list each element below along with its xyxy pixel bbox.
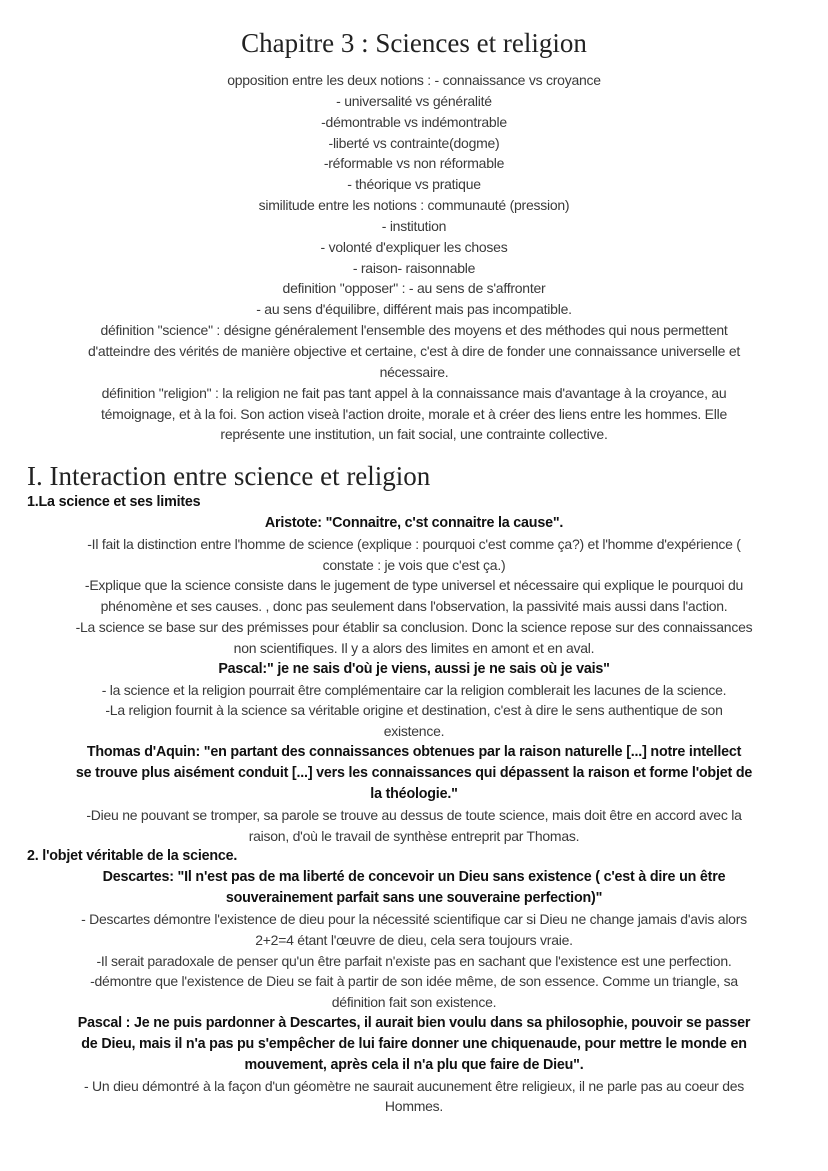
quote-line: se trouve plus aisément conduit [...] vers les connaissances qui dépassent la raison et forme l'objet de [75,764,753,781]
quote-line: mouvement, après cela il n'a plu que faire de Dieu". [244,1056,584,1073]
text-line: -Dieu ne pouvant se tromper, sa parole se trouve au dessus de toute science, mais doit être en accord avec la [86,806,742,823]
text-line: -Il serait paradoxale de penser qu'un être parfait n'existe pas en sachant que l'existence est une perfection. [96,952,732,969]
subsection-heading: 2. l'objet véritable de la science. [27,848,238,865]
intro-line: opposition entre les deux notions : - connaissance vs croyance [227,72,601,88]
quote-line: Pascal:" je ne sais d'où je viens, aussi je ne sais où je vais" [218,660,610,677]
text-line: -démontre que l'existence de Dieu se fait à partir de son idée même, de son essence. Comme un triangle, sa [90,973,738,990]
quote-line: souverainement parfait sans une souveraine perfection)" [225,890,603,907]
intro-line: définition "science" : désigne généralement l'ensemble des moyens et des méthodes qui nous permettent [100,322,728,339]
intro-line: - institution [381,217,447,234]
intro-line: - au sens d'équilibre, différent mais pas incompatible. [256,301,572,318]
quote-line: Pascal : Je ne puis pardonner à Descartes, il aurait bien voulu dans sa philosophie, pouvoir se passer [77,1015,751,1032]
text-line: - Descartes démontre l'existence de dieu pour la nécessité scientifique car si Dieu ne change jamais d'avis alors [81,910,747,927]
intro-line: nécessaire. [379,363,449,380]
intro-line: definition "opposer" : - au sens de s'affronter [282,280,546,297]
intro-line: -réformable vs non réformable [323,155,505,172]
intro-line: représente une institution, un fait social, une contrainte collective. [220,426,608,443]
text-line: raison, d'où le travail de synthèse entreprit par Thomas. [248,827,580,844]
text-line: - Un dieu démontré à la façon d'un géomètre ne saurait aucunement être religieux, il ne parle pas au coeur des [83,1077,745,1094]
section-heading: I. Interaction entre science et religion [27,461,431,491]
text-line: 2+2=4 étant l'œuvre de dieu, cela sera toujours vraie. [255,931,573,948]
quote-line: de Dieu, mais il n'a pas pu s'empêcher de lui faire donner une chiquenaude, pour mettre le monde en [81,1035,747,1052]
quote-line: la théologie." [370,785,458,802]
intro-line: similitude entre les notions : communauté (pression) [258,197,570,214]
subsection-heading: 1.La science et ses limites [27,494,201,510]
text-line: Hommes. [384,1098,444,1115]
text-line: -Il fait la distinction entre l'homme de science (explique : pourquoi c'est comme ça?) et l'homme d'expérience ( [87,535,741,552]
introduction-block [0,70,828,445]
intro-line: -démontrable vs indémontrable [321,113,507,130]
intro-line: - raison- raisonnable [352,259,476,276]
text-line: -La science se base sur des prémisses pour établir sa conclusion. Donc la science repose sur des connaissances [75,619,753,636]
quote-line: Thomas d'Aquin: "en partant des connaissances obtenues par la raison naturelle [...] notre intellect [86,744,742,761]
intro-line: d'atteindre des vérités de manière objective et certaine, c'est à dire de fonder une connaissance universelle et [87,342,741,359]
text-line: existence. [383,723,445,740]
intro-line: - universalité vs généralité [336,92,492,109]
section-body [0,492,828,1117]
page-title: Chapitre 3 : Sciences et religion [241,28,587,58]
text-line: -Explique que la science consiste dans le jugement de type universel et nécessaire qui explique le pourquoi du [84,577,744,594]
text-line: - la science et la religion pourrait être complémentaire car la religion comblerait les lacunes de la science. [101,681,727,698]
intro-line: - volonté d'expliquer les choses [320,238,508,255]
intro-line: définition "religion" : la religion ne fait pas tant appel à la connaissance mais d'avantage à la croyance, au [101,384,727,401]
quote-line: Aristote: "Connaitre, c'st connaitre la cause". [264,514,564,531]
intro-line: -liberté vs contrainte(dogme) [328,134,500,151]
text-line: définition fait son existence. [331,994,497,1011]
text-line: constate : je vois que c'est ça.) [322,556,506,573]
text-line: -La religion fournit à la science sa véritable origine et destination, c'est à dire le sens authentique de son [105,702,723,719]
text-line: phénomène et ses causes. , donc pas seulement dans l'observation, la passivité mais aussi dans l'action. [100,598,728,615]
intro-line: témoignage, et à la foi. Son action viseà l'action droite, morale et à créer des liens entre les hommes. Elle [101,405,727,422]
intro-line: - théorique vs pratique [347,176,481,193]
text-line: non scientifiques. Il y a alors des limites en amont et en aval. [233,639,595,656]
quote-line: Descartes: "Il n'est pas de ma liberté de concevoir un Dieu sans existence ( c'est à dire un être [102,869,726,886]
